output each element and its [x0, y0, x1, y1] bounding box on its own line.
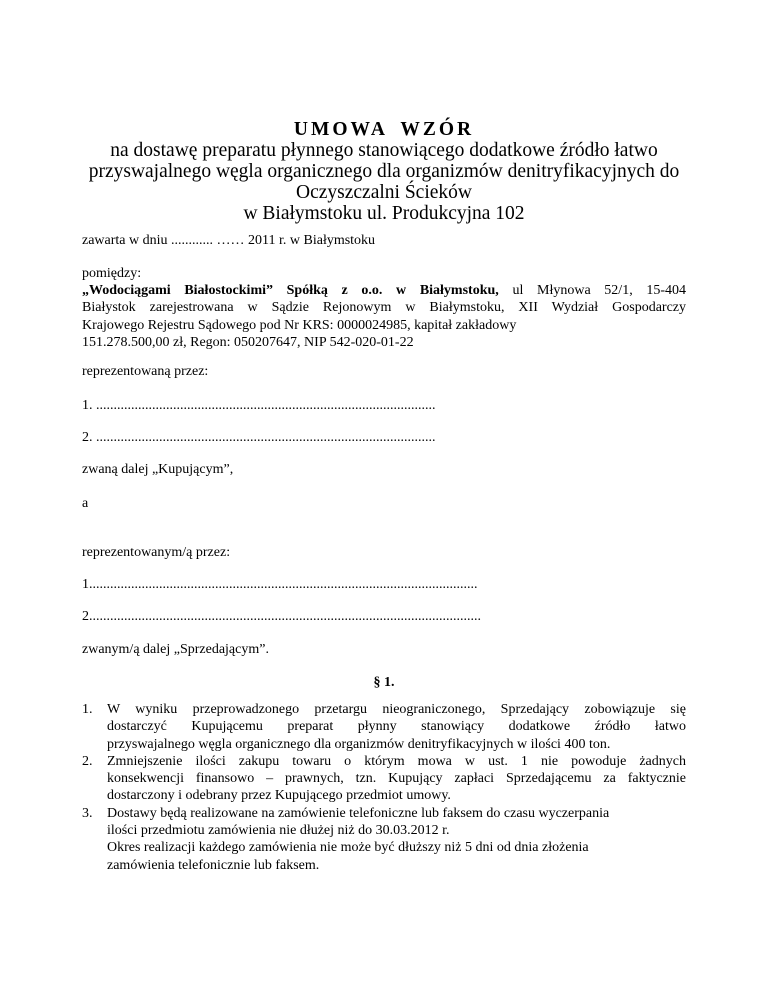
clause-line: ilości przedmiotu zamówienia nie dłużej niż do 30.03.2012 r.	[107, 823, 450, 839]
title-line: przyswajalnego węgla organicznego dla organizmów denitryfikacyjnych do	[88, 161, 680, 182]
clause-line: dostarczony i odebrany przez Kupującego przedmiot umowy.	[107, 788, 451, 804]
buyer-representative-1: 1. .................................................................................................	[82, 398, 436, 413]
section-heading: § 1.	[373, 675, 395, 690]
seller-called-line: zwanym/ą dalej „Sprzedającym”.	[82, 642, 269, 657]
buyer-called-line: zwaną dalej „Kupującym”,	[82, 462, 234, 477]
clause-line: przyswajalnego węgla organicznego dla organizmów denitryfikacyjnych w ilości 400 ton.	[107, 736, 611, 752]
document-title	[60, 119, 708, 224]
clause-number: 2.	[82, 753, 93, 769]
clause-line: konsekwencji finansowo – prawnych, tzn. Kupujący zapłaci Sprzedającemu za faktycznie	[107, 771, 686, 787]
clause-line: W wyniku przeprowadzonego przetargu nieograniczonego, Sprzedający zobowiązuje się	[107, 702, 686, 717]
clause-item	[82, 701, 686, 753]
clause-number: 3.	[82, 805, 93, 821]
and-connector: a	[82, 496, 89, 511]
party-name: „Wodociągami Białostockimi” Spółką z o.o. w Białymstoku,	[82, 283, 499, 298]
represented-by-label: reprezentowaną przez:	[82, 364, 209, 379]
party-line	[82, 282, 686, 299]
party-buyer-details	[82, 282, 686, 351]
represented-by-seller-label: reprezentowanym/ą przez:	[82, 545, 231, 560]
clause-line: dostarczyć Kupującemu preparat płynny stanowiący dodatkowe źródło łatwo	[107, 719, 686, 735]
title-line: Oczyszczalni Ścieków	[296, 182, 472, 203]
clause-number: 1.	[82, 702, 93, 717]
title-line: na dostawę preparatu płynnego stanowiącego dodatkowe źródło łatwo	[110, 140, 658, 161]
clauses-list	[82, 701, 686, 874]
clause-line: Okres realizacji każdego zamówienia nie może być dłuższy niż 5 dni od dnia złożenia	[107, 840, 589, 856]
party-address: ul Młynowa 52/1, 15-404	[512, 283, 687, 298]
clause-line: Dostawy będą realizowane na zamówienie telefoniczne lub faksem do czasu wyczerpania	[107, 805, 610, 821]
party-line: 151.278.500,00 zł, Regon: 050207647, NIP 542-020-01-22	[82, 334, 414, 350]
concluded-line: zawarta w dniu ............ …… 2011 r. w Białymstoku	[82, 233, 376, 248]
seller-representative-2: 2................................................................................................................	[82, 609, 481, 624]
seller-representative-1: 1...............................................................................................................	[82, 577, 478, 592]
clause-line: zamówienia telefonicznie lub faksem.	[107, 857, 320, 873]
party-line: Krajowego Rejestru Sądowego pod Nr KRS: 0000024985, kapitał zakładowy	[82, 317, 517, 333]
buyer-representative-2: 2. .................................................................................................	[82, 430, 436, 445]
between-label: pomiędzy:	[82, 266, 142, 281]
clause-item	[82, 805, 686, 874]
title-line: w Białymstoku ul. Produkcyjna 102	[243, 203, 525, 224]
party-line: Białystok zarejestrowana w Sądzie Rejonowym w Białymstoku, XII Wydział Gospodarczy	[82, 300, 686, 316]
title-main: UMOWA WZÓR	[293, 119, 475, 140]
clause-item	[82, 753, 686, 805]
clause-line: Zmniejszenie ilości zakupu towaru o którym mowa w ust. 1 nie powoduje żadnych	[107, 753, 686, 769]
